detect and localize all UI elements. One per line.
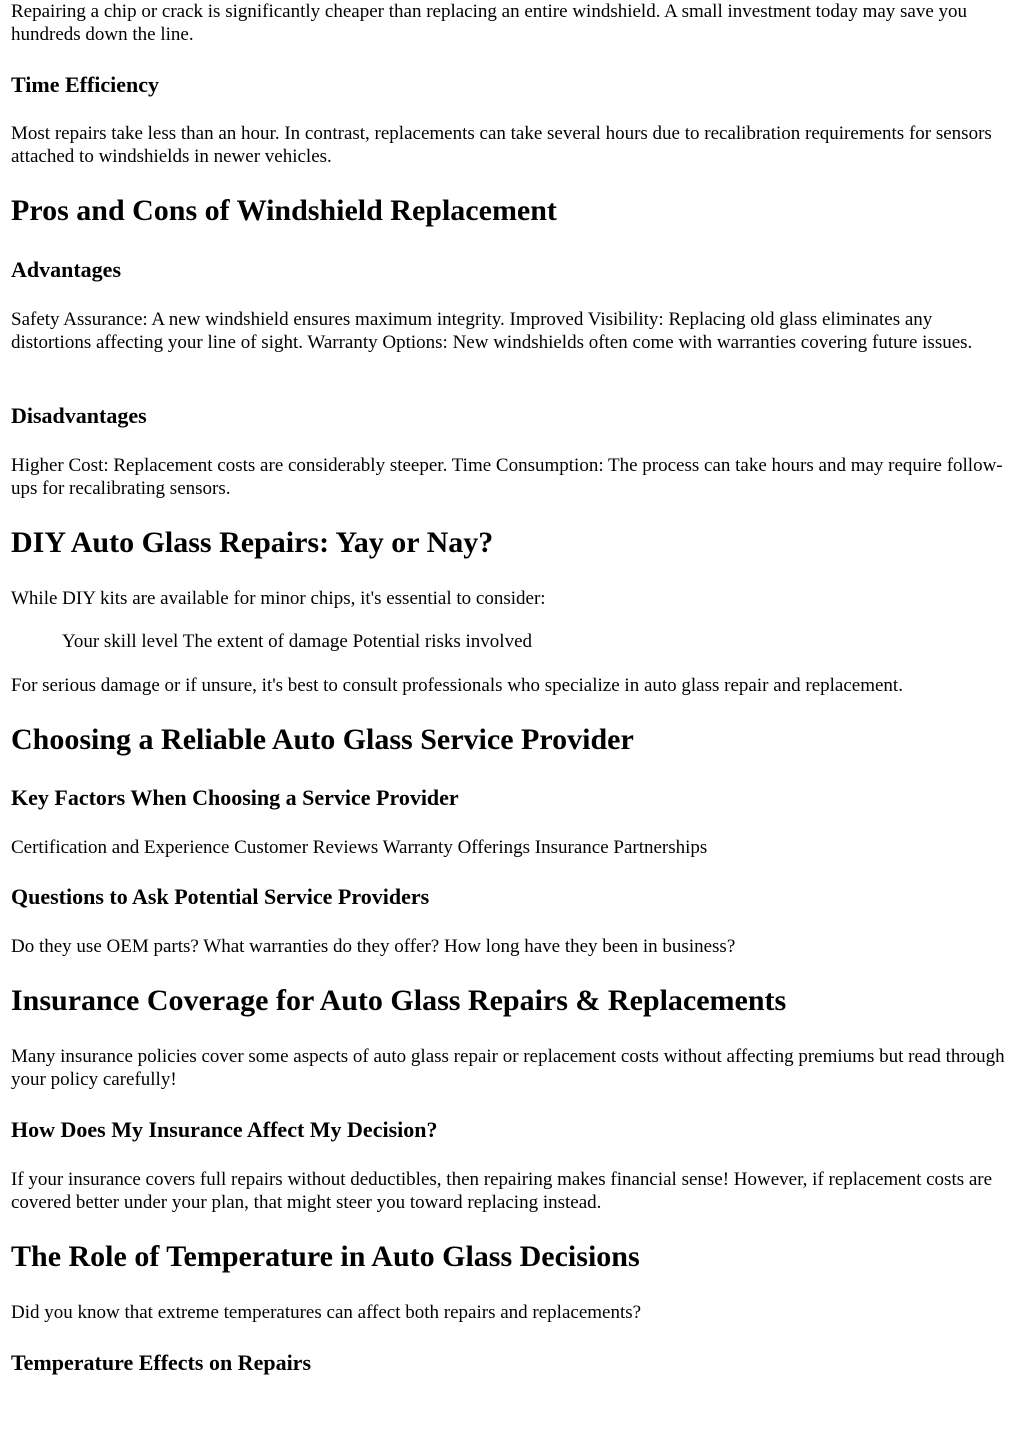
heading-questions-to-ask: Questions to Ask Potential Service Providers bbox=[11, 884, 430, 909]
paragraph-key-factors: Certification and Experience Customer Reviews Warranty Offerings Insurance Partnerships bbox=[11, 837, 708, 858]
paragraph-insurance-decision: If your insurance covers full repairs without deductibles, then repairing makes financial sense! However, if replacement costs are covered better under your plan, that might steer you toward replacing instead. bbox=[11, 1169, 993, 1213]
paragraph-advantages: Safety Assurance: A new windshield ensures maximum integrity. Improved Visibility: Replacing old glass eliminates any distortions affecting your line of sight. Warranty Options: New windshields often come with warranties covering future issues. bbox=[11, 309, 973, 353]
heading-key-factors: Key Factors When Choosing a Service Provider bbox=[11, 785, 459, 810]
heading-insurance-coverage: Insurance Coverage for Auto Glass Repairs & Replacements bbox=[11, 984, 787, 1017]
heading-choosing-provider: Choosing a Reliable Auto Glass Service Provider bbox=[11, 723, 634, 756]
paragraph-diy-intro: While DIY kits are available for minor chips, it's essential to consider: bbox=[11, 588, 546, 609]
paragraph-insurance-coverage: Many insurance policies cover some aspects of auto glass repair or replacement costs without affecting premiums but read through your policy carefully! bbox=[11, 1046, 1005, 1090]
heading-temperature-effects-repairs: Temperature Effects on Repairs bbox=[11, 1350, 312, 1375]
blockquote-diy-considerations: Your skill level The extent of damage Potential risks involved bbox=[62, 631, 533, 652]
heading-advantages: Advantages bbox=[11, 257, 122, 282]
heading-temperature-role: The Role of Temperature in Auto Glass Decisions bbox=[11, 1240, 640, 1273]
heading-disadvantages: Disadvantages bbox=[11, 403, 147, 428]
paragraph-cost-savings: Repairing a chip or crack is significantly cheaper than replacing an entire windshield. A small investment today may save you hundreds down the line. bbox=[11, 1, 968, 45]
heading-insurance-decision: How Does My Insurance Affect My Decision? bbox=[11, 1117, 438, 1142]
heading-diy-repairs: DIY Auto Glass Repairs: Yay or Nay? bbox=[11, 526, 494, 559]
heading-pros-cons-replacement: Pros and Cons of Windshield Replacement bbox=[11, 194, 557, 227]
paragraph-disadvantages: Higher Cost: Replacement costs are considerably steeper. Time Consumption: The process can take hours and may require follow-ups for recalibrating sensors. bbox=[11, 455, 1003, 499]
heading-time-efficiency: Time Efficiency bbox=[11, 72, 160, 97]
paragraph-questions: Do they use OEM parts? What warranties do they offer? How long have they been in business? bbox=[11, 936, 736, 957]
paragraph-time-efficiency: Most repairs take less than an hour. In contrast, replacements can take several hours due to recalibration requirements for sensors attached to windshields in newer vehicles. bbox=[11, 123, 992, 167]
paragraph-diy-advice: For serious damage or if unsure, it's best to consult professionals who specialize in auto glass repair and replacement. bbox=[11, 675, 903, 696]
paragraph-temperature-intro: Did you know that extreme temperatures can affect both repairs and replacements? bbox=[11, 1302, 642, 1323]
